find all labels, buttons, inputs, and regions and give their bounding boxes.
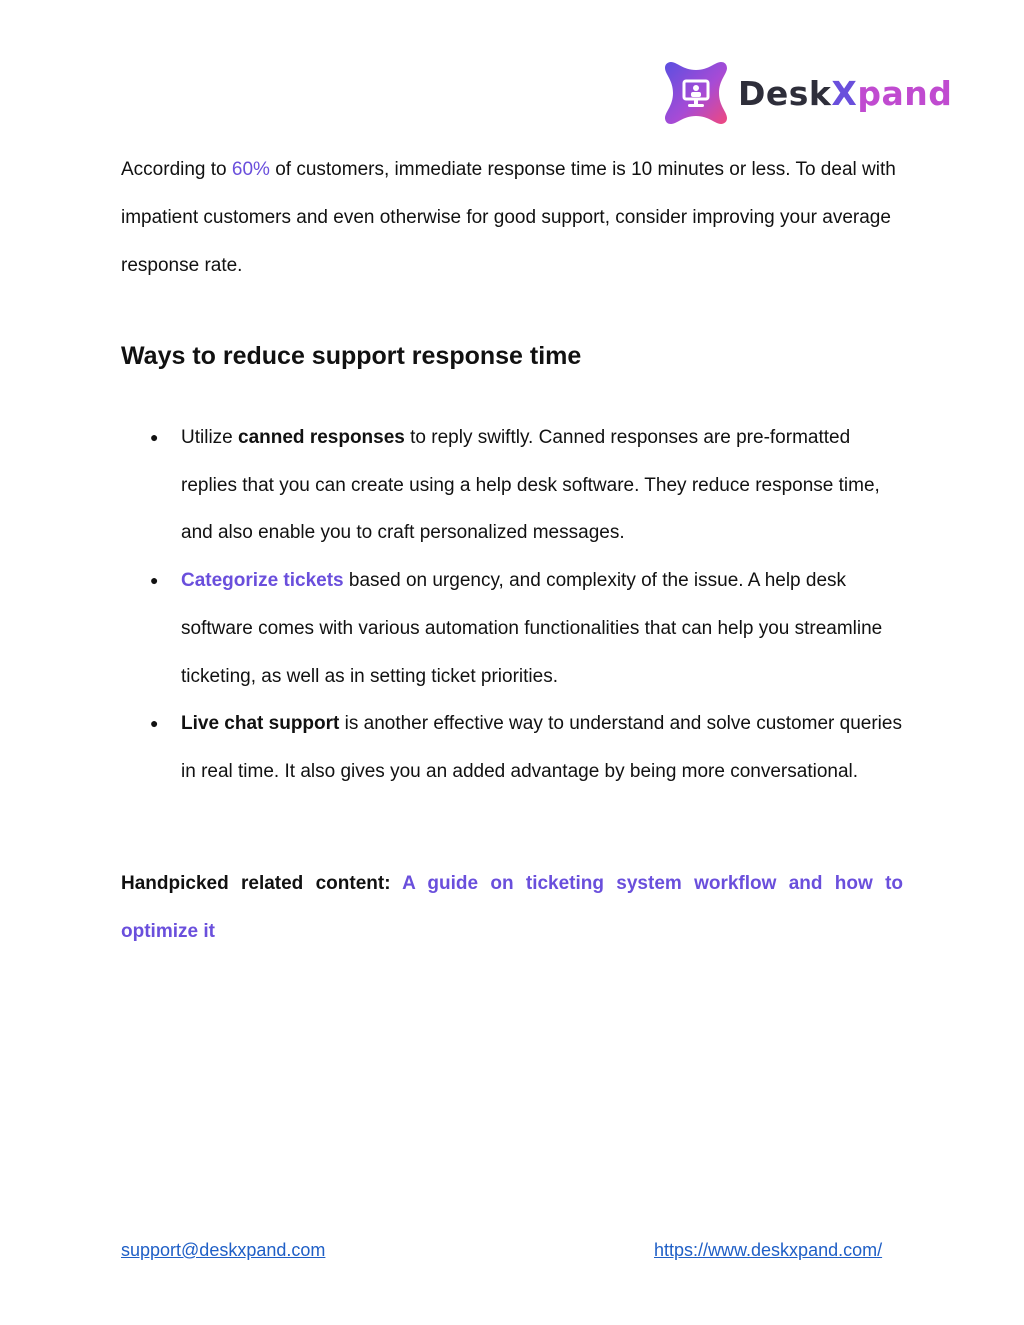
categorize-tickets-link[interactable]: Categorize tickets (181, 570, 344, 592)
brand-wordmark: DeskXpand (738, 73, 953, 113)
related-content (121, 860, 903, 956)
stat-highlight: 60% (231, 159, 270, 180)
list-item: ● Utilize canned responses to reply swiftly. Canned responses are pre-formatted replies that you can create using a help desk software. They reduce response time, and also enable you to craft personalized messages. (150, 414, 910, 557)
intro-paragraph: According to 60% of customers, immediate response time is 10 minutes or less. To deal with impatient customers and even otherwise for good support, consider improving your average response rate. (121, 159, 896, 276)
emphasis-canned-responses: canned responses (238, 427, 405, 448)
bullet-icon: ● (150, 572, 159, 589)
brand-logo (663, 60, 952, 126)
deskxpand-logo-icon (663, 60, 729, 126)
website-link[interactable]: https://www.deskxpand.com/ (654, 1240, 883, 1260)
tips-list (150, 414, 910, 796)
list-item: ● Categorize tickets based on urgency, and complexity of the issue. A help desk software comes with various automation functionalities that can help you streamline ticketing, as well as in setting ticket priorities. (150, 557, 910, 700)
list-item: ● Live chat support is another effective way to understand and solve customer queries in real time. It also gives you an added advantage by being more conversational. (150, 700, 910, 795)
support-email-link[interactable]: support@deskxpand.com (121, 1240, 326, 1260)
emphasis-live-chat: Live chat support (181, 713, 340, 735)
related-label: Handpicked related content: (121, 873, 403, 894)
bullet-icon: ● (150, 715, 159, 732)
section-heading: Ways to reduce support response time (121, 342, 582, 370)
bullet-icon: ● (150, 429, 159, 445)
related-article-link[interactable]: A guide on ticketing system workflow and how to optimize it (121, 873, 903, 942)
